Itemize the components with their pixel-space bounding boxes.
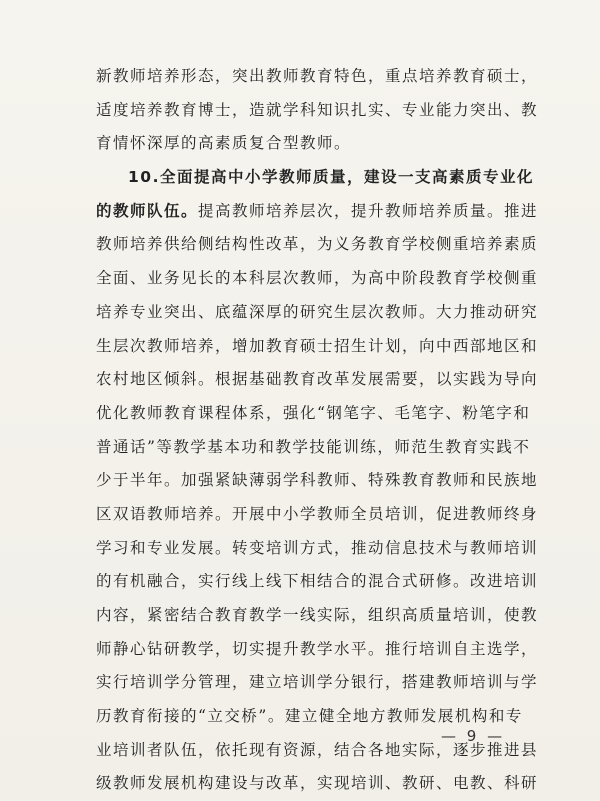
- text-line-rest: 提高教师培养层次，提升教师培养质量。推进: [198, 201, 539, 220]
- page-number: — 9 —: [441, 727, 506, 745]
- text-line: 实行培训学分管理，建立培训学分银行，搭建教师培训与学: [96, 673, 539, 692]
- text-line: 教师培养供给侧结构性改革，为义务教育学校侧重培养素质: [96, 235, 539, 254]
- text-line: 少于半年。加强紧缺薄弱学科教师、特殊教育教师和民族地: [96, 471, 539, 490]
- text-line: 内容，紧密结合教育教学一线实际，组织高质量培训，使教: [96, 606, 539, 624]
- text-line: 普通话”等教学基本功和教学技能训练，师范生教育实践不: [96, 437, 531, 456]
- text-line: [96, 195, 539, 229]
- text-line: 学习和专业发展。转变培训方式，推动信息技术与教师培训: [96, 538, 539, 557]
- section-heading-line: 10.全面提高中小学教师质量，建设一支高素质专业化: [128, 168, 534, 187]
- text-line: 业培训者队伍，依托现有资源，结合各地实际，逐步推进县: [96, 740, 539, 759]
- text-line: 育情怀深厚的高素质复合型教师。: [96, 134, 352, 153]
- section-heading-end: 的教师队伍。: [96, 201, 199, 220]
- text-line: 区双语教师培养。开展中小学教师全员培训，促进教师终身: [96, 504, 539, 523]
- text-line: 适度培养教育博士，造就学科知识扎实、专业能力突出、教: [96, 100, 539, 119]
- text-line: 优化教师教育课程体系，强化“钢笔字、毛笔字、粉笔字和: [96, 403, 531, 422]
- text-line: 新教师培养形态，突出教师教育特色，重点培养教育硕士，: [96, 67, 539, 85]
- text-line: 的有机融合，实行线上线下相结合的混合式研修。改进培训: [96, 572, 539, 591]
- text-line: 历教育衔接的“立交桥”。建立健全地方教师发展机构和专: [96, 707, 523, 726]
- text-line: 级教师发展机构建设与改革，实现培训、教研、电教、科研: [96, 774, 539, 793]
- body-text: [96, 60, 539, 801]
- text-line: 生层次教师培养，增加教育硕士招生计划，向中西部地区和: [96, 336, 539, 355]
- text-line: 全面、业务见长的本科层次教师，为高中阶段教育学校侧重: [96, 269, 539, 288]
- text-line: 师静心钻研教学，切实提升教学水平。推行培训自主选学，: [96, 639, 539, 658]
- text-line: 农村地区倾斜。根据基础教育改革发展需要，以实践为导向: [96, 370, 539, 389]
- text-line: 培养专业突出、底蕴深厚的研究生层次教师。大力推动研究: [96, 302, 539, 321]
